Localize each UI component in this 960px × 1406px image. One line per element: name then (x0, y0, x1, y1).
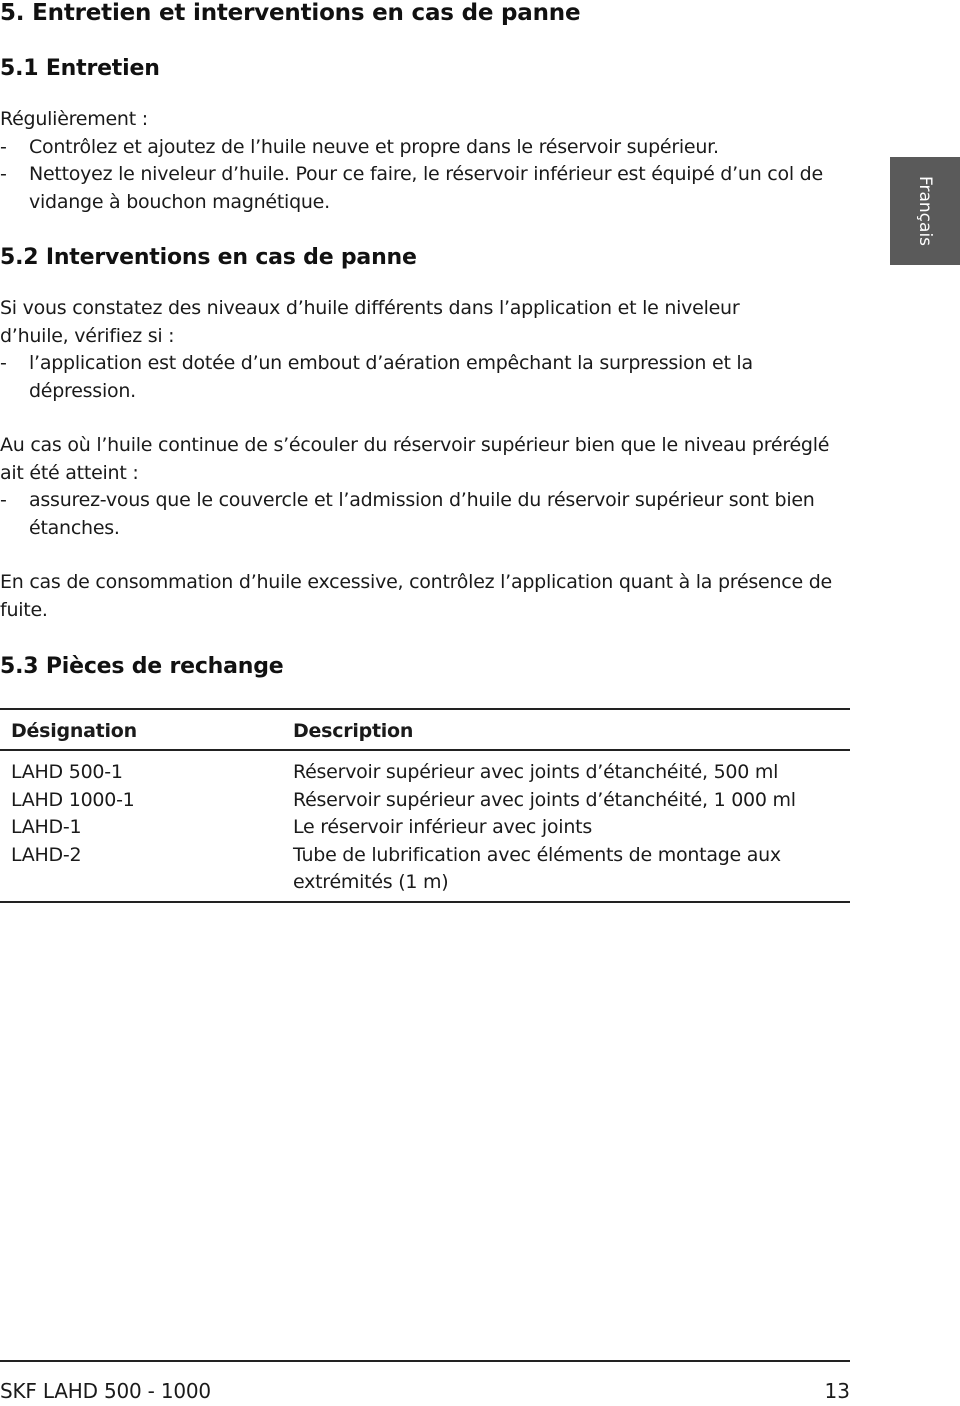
section-5-3-title: 5.3 Pièces de rechange (0, 654, 284, 679)
troubleshoot-para-1: Si vous constatez des niveaux d’huile différents dans l’application et le niveleur d’huile, vérifiez si : - l’application est dotée d’un embout d’aération empêchant la surpression et la dépression. (0, 295, 760, 405)
table-header-row (0, 709, 850, 750)
designation-cell: LAHD 500-1 (11, 761, 123, 783)
footer-divider (0, 1360, 850, 1362)
table-row (0, 814, 850, 842)
designation-cell: LAHD-1 (11, 816, 82, 838)
description-cell: Réservoir supérieur avec joints d’étanchéité, 500 ml (293, 761, 779, 783)
page-number: 13 (824, 1379, 850, 1403)
table-row (0, 787, 850, 815)
list-item: - l’application est dotée d’un embout d’aération empêchant la surpression et la dépression. (0, 352, 753, 402)
table-row (0, 842, 850, 902)
designation-cell: LAHD-2 (0, 842, 282, 902)
maintenance-text (0, 106, 860, 216)
language-label: Français (915, 175, 935, 247)
section-5-title: 5. Entretien et interventions en cas de panne (0, 0, 581, 26)
description-cell: Tube de lubrification avec éléments de montage aux extrémités (1 m) (282, 842, 850, 902)
footer-product-name: SKF LAHD 500 - 1000 (0, 1379, 211, 1403)
troubleshoot-para-2: Au cas où l’huile continue de s’écouler du réservoir supérieur bien que le niveau préréglé ait été atteint : - assurez-vous que le couvercle et l’admission d’huile du réservoir supérieur sont bien étanches. (0, 432, 850, 542)
description-cell: Le réservoir inférieur avec joints (293, 816, 592, 838)
list-item: - Nettoyez le niveleur d’huile. Pour ce faire, le réservoir inférieur est équipé d’un col de vidange à bouchon magnétique. (0, 163, 823, 213)
column-header-description: Description (282, 709, 850, 750)
section-5-1-title: 5.1 Entretien (0, 56, 160, 81)
spare-parts-table (0, 708, 850, 903)
language-side-tab (890, 157, 960, 265)
troubleshoot-para-3: En cas de consommation d’huile excessive, contrôlez l’application quant à la présence de fuite. (0, 571, 832, 621)
column-header-designation: Désignation (0, 709, 282, 750)
maintenance-intro: Régulièrement : (0, 108, 148, 130)
table-row (0, 750, 850, 787)
list-item: - assurez-vous que le couvercle et l’admission d’huile du réservoir supérieur sont bien étanches. (0, 489, 815, 539)
description-cell: Réservoir supérieur avec joints d’étanchéité, 1 000 ml (293, 788, 796, 811)
section-5-2-title: 5.2 Interventions en cas de panne (0, 245, 417, 270)
designation-cell: LAHD 1000-1 (11, 788, 135, 811)
list-item: - Contrôlez et ajoutez de l’huile neuve et propre dans le réservoir supérieur. (0, 135, 719, 158)
